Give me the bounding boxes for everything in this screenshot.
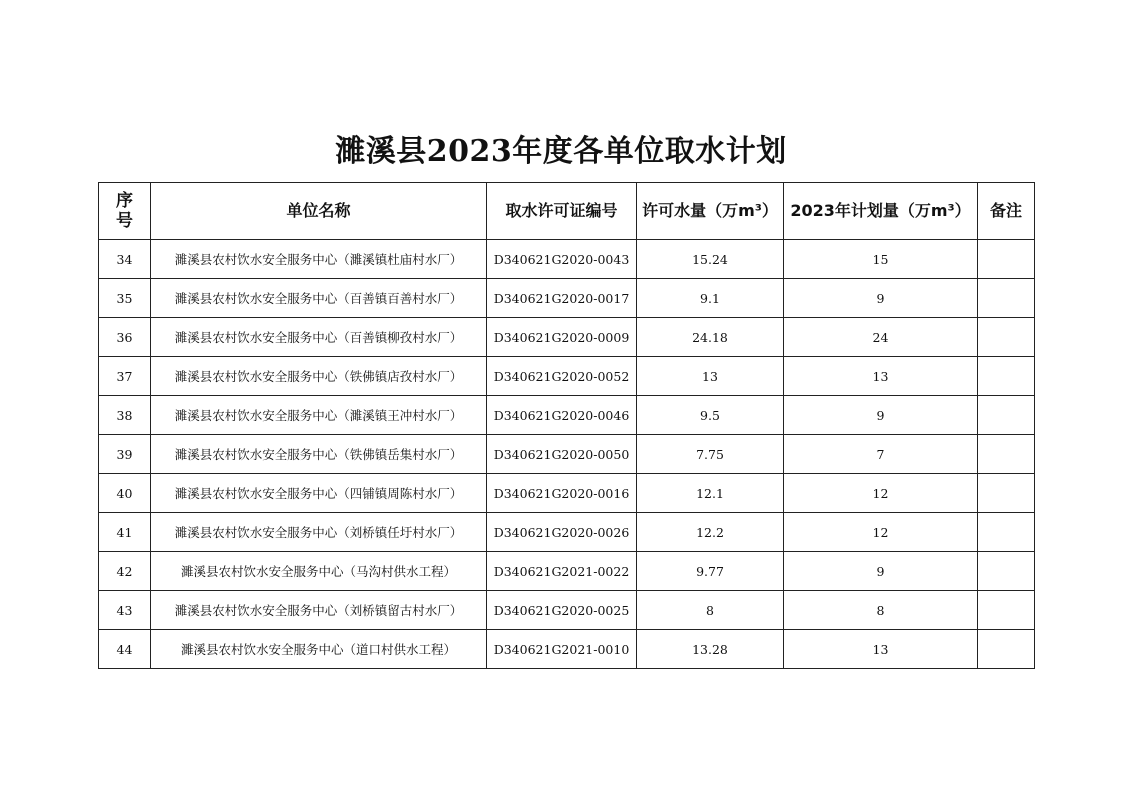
- header-remarks: 备注: [978, 183, 1035, 240]
- cell-remarks: [978, 630, 1035, 669]
- cell-remarks: [978, 318, 1035, 357]
- cell-planned-volume: 15: [784, 240, 978, 279]
- cell-permitted-volume: 9.77: [637, 552, 784, 591]
- cell-seq: 35: [99, 279, 151, 318]
- cell-permitted-volume: 24.18: [637, 318, 784, 357]
- cell-permit-number: D340621G2020-0025: [487, 591, 637, 630]
- table-row: [99, 474, 1035, 513]
- cell-permitted-volume: 9.1: [637, 279, 784, 318]
- header-unit-name: 单位名称: [151, 183, 487, 240]
- cell-permitted-volume: 8: [637, 591, 784, 630]
- table-row: [99, 435, 1035, 474]
- cell-permitted-volume: 12.2: [637, 513, 784, 552]
- water-plan-table: [98, 182, 1035, 669]
- cell-remarks: [978, 552, 1035, 591]
- cell-permitted-volume: 15.24: [637, 240, 784, 279]
- table-row: [99, 630, 1035, 669]
- cell-permit-number: D340621G2020-0016: [487, 474, 637, 513]
- cell-unit-name: 濉溪县农村饮水安全服务中心（铁佛镇店孜村水厂）: [151, 357, 487, 396]
- cell-seq: 42: [99, 552, 151, 591]
- header-seq-line1: 序: [116, 191, 133, 211]
- cell-seq: 41: [99, 513, 151, 552]
- cell-permit-number: D340621G2020-0043: [487, 240, 637, 279]
- table-row: [99, 552, 1035, 591]
- cell-remarks: [978, 357, 1035, 396]
- cell-planned-volume: 24: [784, 318, 978, 357]
- cell-planned-volume: 8: [784, 591, 978, 630]
- cell-seq: 40: [99, 474, 151, 513]
- cell-unit-name: 濉溪县农村饮水安全服务中心（铁佛镇岳集村水厂）: [151, 435, 487, 474]
- cell-permit-number: D340621G2020-0046: [487, 396, 637, 435]
- page-title: 濉溪县2023年度各单位取水计划: [335, 134, 787, 169]
- table-row: [99, 240, 1035, 279]
- cell-permitted-volume: 7.75: [637, 435, 784, 474]
- cell-permitted-volume: 13: [637, 357, 784, 396]
- cell-permit-number: D340621G2020-0050: [487, 435, 637, 474]
- cell-planned-volume: 9: [784, 396, 978, 435]
- cell-unit-name: 濉溪县农村饮水安全服务中心（濉溪镇王冲村水厂）: [151, 396, 487, 435]
- header-permitted-volume: 许可水量（万m³）: [637, 183, 784, 240]
- table-body: [99, 240, 1035, 669]
- header-permit-number: 取水许可证编号: [487, 183, 637, 240]
- cell-seq: 43: [99, 591, 151, 630]
- cell-permit-number: D340621G2021-0022: [487, 552, 637, 591]
- cell-remarks: [978, 279, 1035, 318]
- cell-unit-name: 濉溪县农村饮水安全服务中心（刘桥镇留古村水厂）: [151, 591, 487, 630]
- cell-planned-volume: 9: [784, 552, 978, 591]
- cell-remarks: [978, 474, 1035, 513]
- cell-permit-number: D340621G2020-0026: [487, 513, 637, 552]
- cell-planned-volume: 13: [784, 630, 978, 669]
- cell-unit-name: 濉溪县农村饮水安全服务中心（百善镇百善村水厂）: [151, 279, 487, 318]
- cell-planned-volume: 7: [784, 435, 978, 474]
- cell-planned-volume: 12: [784, 474, 978, 513]
- cell-permitted-volume: 12.1: [637, 474, 784, 513]
- cell-unit-name: 濉溪县农村饮水安全服务中心（马沟村供水工程）: [151, 552, 487, 591]
- cell-seq: 44: [99, 630, 151, 669]
- cell-seq: 38: [99, 396, 151, 435]
- cell-remarks: [978, 591, 1035, 630]
- cell-seq: 36: [99, 318, 151, 357]
- cell-permit-number: D340621G2021-0010: [487, 630, 637, 669]
- table-row: [99, 591, 1035, 630]
- cell-remarks: [978, 513, 1035, 552]
- table-row: [99, 318, 1035, 357]
- cell-permit-number: D340621G2020-0009: [487, 318, 637, 357]
- cell-unit-name: 濉溪县农村饮水安全服务中心（刘桥镇任圩村水厂）: [151, 513, 487, 552]
- cell-planned-volume: 9: [784, 279, 978, 318]
- cell-permit-number: D340621G2020-0052: [487, 357, 637, 396]
- header-seq-line2: 号: [116, 211, 133, 231]
- cell-planned-volume: 12: [784, 513, 978, 552]
- cell-remarks: [978, 435, 1035, 474]
- cell-permit-number: D340621G2020-0017: [487, 279, 637, 318]
- table-row: [99, 357, 1035, 396]
- table-row: [99, 279, 1035, 318]
- cell-permitted-volume: 13.28: [637, 630, 784, 669]
- table-row: [99, 396, 1035, 435]
- cell-unit-name: 濉溪县农村饮水安全服务中心（百善镇柳孜村水厂）: [151, 318, 487, 357]
- cell-unit-name: 濉溪县农村饮水安全服务中心（道口村供水工程）: [151, 630, 487, 669]
- cell-seq: 34: [99, 240, 151, 279]
- cell-planned-volume: 13: [784, 357, 978, 396]
- cell-remarks: [978, 240, 1035, 279]
- table-header-row: [99, 183, 1035, 240]
- header-planned-volume: 2023年计划量（万m³）: [784, 183, 978, 240]
- table-row: [99, 513, 1035, 552]
- cell-unit-name: 濉溪县农村饮水安全服务中心（濉溪镇杜庙村水厂）: [151, 240, 487, 279]
- cell-seq: 39: [99, 435, 151, 474]
- cell-permitted-volume: 9.5: [637, 396, 784, 435]
- cell-seq: 37: [99, 357, 151, 396]
- cell-unit-name: 濉溪县农村饮水安全服务中心（四铺镇周陈村水厂）: [151, 474, 487, 513]
- header-seq: [99, 183, 151, 240]
- cell-remarks: [978, 396, 1035, 435]
